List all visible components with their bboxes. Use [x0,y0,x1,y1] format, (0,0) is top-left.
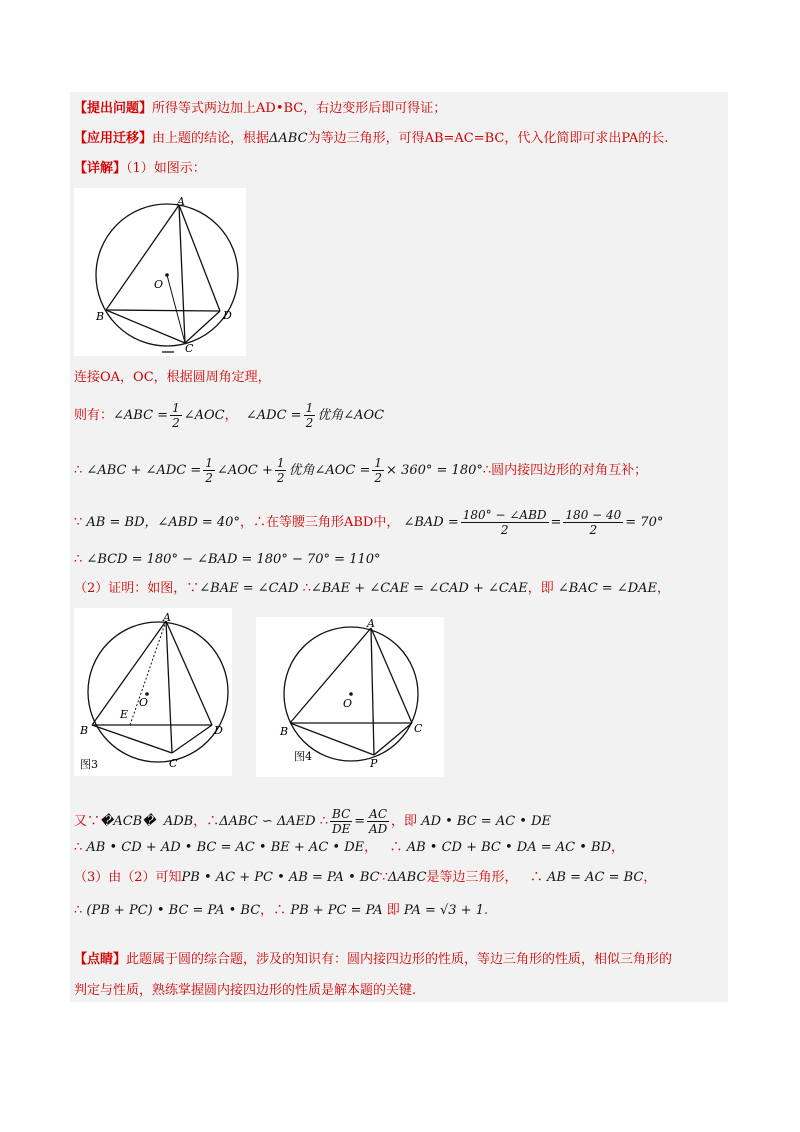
then-math-1: ∠ABC = [113,408,169,423]
fig4-label-c: C [414,722,423,735]
then-math-2b: 优角∠AOC [317,408,385,423]
fig4-label-p: P [370,757,378,770]
line-similar: 又∵�ACB� ADB，∴ΔABC ∽ ΔAED ∴ $\frac{BC}{DE}$ = $\frac{AC}{AD}$ ，即 AD • BC = AC • DE [74,807,552,836]
bracket-apply: 【应用迁移】 [74,131,153,146]
figure-1 [74,188,246,356]
fig3-label-d: D [214,724,223,737]
figure-3 [74,608,232,776]
fig4-caption: 图4 [294,750,312,763]
fig4-label-b: B [280,725,289,738]
detail-text: （1）如图示： [126,161,206,176]
bracket-comment: 【点睛】 [74,952,127,967]
line-raise-question [74,101,446,117]
line-ptolemy: ∴ AB • CD + AD • BC = AC • BE + AC • DE， ∴ AB • CD + BC • DA = AC • BD， [74,840,625,855]
apply-text-b: 为等边三角形，可得AB=AC=BC，代入化简即可求出PA的长. [307,131,669,146]
fig3-label-b: B [80,724,89,737]
raise-question-text: 所得等式两边加上AD•BC，右边变形后即可得证； [152,101,447,116]
line-isosceles: ∵ AB = BD，∠ABD = 40°，∴在等腰三角形ABD中， ∠BAD = $\frac{\text{180° − ∠ABD}}{2}$ = $\frac{180 - 40}{2}$ = 70° [74,508,664,537]
line-result: ∴ (PB + PC) • BC = PA • BC，∴ PB + PC = PA 即 PA = √3 + 1. [74,903,489,918]
fig3-label-o: O [139,696,149,709]
figure-4 [256,617,444,777]
line-then: 则有：∠ABC = $\frac{1}{2}$ ∠AOC， ∠ADC = $\frac{1}{2}$ 优角∠AOC [74,401,385,430]
line-comment: 【点睛】此题属于圆的综合题，涉及的知识有：圆内接四边形的性质，等边三角形的性质，相似三角形的 [74,952,673,967]
line-sum-angles: ∴ ∠ABC + ∠ADC = $\frac{1}{2}$ ∠AOC + $\frac{1}{2}$ 优角∠AOC = $\frac{1}{2}$ × 360° = 180°∴圆内接四边形的对角互补； [74,456,648,485]
fig4-label-a: A [367,617,375,630]
fig1-label-b: B [96,310,105,323]
fig1-label-d: D [223,309,232,322]
apply-math: ΔABC [269,131,308,146]
line-apply [74,131,668,147]
fig3-label-a: A [163,611,171,624]
bracket-detail: 【详解】 [74,161,127,176]
line-bcd: ∴ ∠BCD = 180° − ∠BAD = 180° − 70° = 110° [74,552,381,567]
sum-reason: ∴圆内接四边形的对角互补； [482,463,648,478]
then-prefix: 则有： [74,408,114,423]
fig3-label-c: C [169,757,178,770]
line-part3: （3）由（2）可知PB • AC + PC • AB = PA • BC∵ΔABC是等边三角形， ∴ AB = AC = BC， [74,870,657,885]
half-fraction-2: $\frac{1}{2}$ [305,401,314,430]
fig1-label-a: A [177,195,185,208]
line-proof: （2）证明：如图，∵∠BAE = ∠CAD ∴∠BAE + ∠CAE = ∠CAD + ∠CAE，即 ∠BAC = ∠DAE， [74,581,671,596]
fig1-label-o: O [154,278,164,291]
fig1-label-c: C [185,342,194,355]
bracket-raise-question: 【提出问题】 [74,101,153,116]
fig3-caption: 图3 [80,758,98,771]
fig4-label-o: O [343,697,353,710]
then-math-1b: ∠AOC [183,408,225,423]
fig3-label-e: E [120,708,129,721]
line-comment-2: 判定与性质，熟练掌握圆内接四边形的性质是解本题的关键. [74,983,417,998]
apply-text-a: 由上题的结论，根据 [152,131,270,146]
line-connect: 连接OA，OC，根据圆周角定理， [74,370,271,385]
then-math-2: ∠ADC = [245,408,302,423]
half-fraction-1: $\frac{1}{2}$ [172,401,180,430]
line-detail [74,161,206,177]
